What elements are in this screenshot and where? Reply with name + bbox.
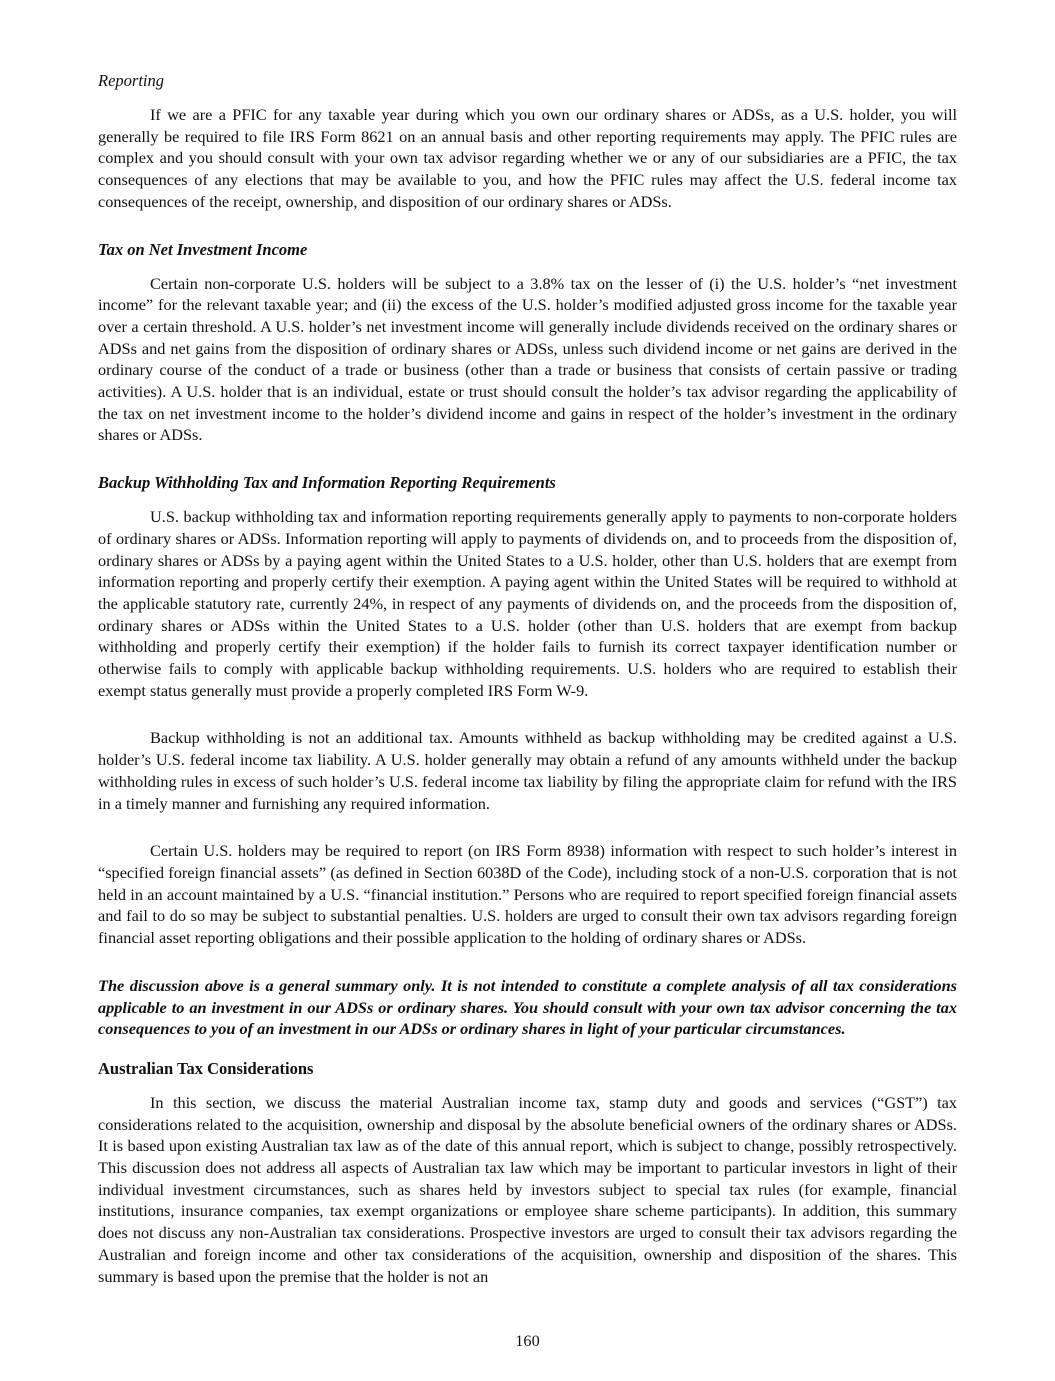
para-pfic-reporting: If we are a PFIC for any taxable year during which you own our ordinary shares or ADSs, as a U.S. holder, you will generally be required to file IRS Form 8621 on an annual basis and other reporting requirements may apply. The PFIC rules are complex and you should consult with your own tax advisor regarding whether we or any of our subsidiaries are a PFIC, the tax consequences of any elections that may be available to you, and how the PFIC rules may affect the U.S. federal income tax consequences of the receipt, ownership, and disposition of our ordinary shares or ADSs. — [98, 105, 957, 211]
para-australian-tax: In this section, we discuss the material Australian income tax, stamp duty and goods and services (“GST”) tax considerations related to the acquisition, ownership and disposal by the absolute beneficial owners of the ordinary shares or ADSs. It is based upon existing Australian tax law as of the date of this annual report, which is subject to change, possibly retrospectively. This discussion does not address all aspects of Australian tax law which may be important to particular investors in light of their individual investment circumstances, such as shares held by investors subject to special tax rules (for example, financial institutions, insurance companies, tax exempt organizations or employee share scheme participants). In addition, this summary does not discuss any non-Australian tax considerations. Prospective investors are urged to consult their tax advisors regarding the Australian and foreign income and other tax considerations of the acquisition, ownership and disposition of the shares. This summary is based upon the premise that the holder is not an — [98, 1092, 957, 1286]
para-backup-withholding-3: Certain U.S. holders may be required to report (on IRS Form 8938) information with respect to such holder’s interest in “specified foreign financial assets” (as defined in Section 6038D of the Code), including stock of a non-U.S. corporation that is not held in an account maintained by a U.S. “financial institution.” Persons who are required to report specified foreign financial assets and fail to do so may be subject to substantial penalties. U.S. holders are urged to consult their own tax advisors regarding foreign financial asset reporting obligations and their possible application to the holding of ordinary shares or ADSs. — [98, 841, 957, 948]
para-net-investment-income: Certain non-corporate U.S. holders will be subject to a 3.8% tax on the lesser of (i) the U.S. holder’s “net investment income” for the relevant taxable year; and (ii) the excess of the U.S. holder’s modified adjusted gross income for the taxable year over a certain threshold. A U.S. holder’s net investment income will generally include dividends received on the ordinary shares or ADSs and net gains from the disposition of ordinary shares or ADSs, unless such dividend income or net gains are derived in the ordinary course of the conduct of a trade or business (other than a trade or business that consists of certain passive or trading activities). A U.S. holder that is an individual, estate or trust should consult the holder’s tax advisor regarding the applicability of the tax on net investment income to the holder’s dividend income and gains in respect of the holder’s investment in the ordinary shares or ADSs. — [98, 273, 957, 445]
section-australian-tax — [98, 1058, 957, 1313]
para-tax-summary-disclaimer: The discussion above is a general summary only. It is not intended to constitute a complete analysis of all tax considerations applicable to an investment in our ADSs or ordinary shares. You should consult with your own tax advisor concerning the tax consequences to you of an investment in our ADSs or ordinary shares in light of your particular circumstances. — [98, 975, 957, 1039]
section-disclaimer — [98, 975, 957, 1058]
section-net-investment-income — [98, 239, 957, 473]
section-reporting — [98, 70, 957, 239]
page-number: 160 — [515, 1331, 540, 1351]
heading-backup-withholding: Backup Withholding Tax and Information Reporting Requirements — [98, 473, 556, 493]
heading-reporting: Reporting — [98, 71, 164, 90]
para-backup-withholding-1: U.S. backup withholding tax and information reporting requirements generally apply to payments to non-corporate holders of ordinary shares or ADSs. Information reporting will apply to payments of dividends on, and to proceeds from the disposition of, ordinary shares or ADSs by a paying agent within the United States to a U.S. holder, other than U.S. holders that are exempt from information reporting and properly certify their exemption. A paying agent within the United States will be required to withhold at the applicable statutory rate, currently 24%, in respect of any payments of dividends on, and the proceeds from the disposition of, ordinary shares or ADSs within the United States to a U.S. holder (other than U.S. holders that are exempt from backup withholding and properly certify their exemption) if the holder fails to furnish its correct taxpayer identification number or otherwise fails to comply with applicable backup withholding requirements. U.S. holders who are required to establish their exempt status generally must provide a properly completed IRS Form W-9. — [98, 507, 957, 700]
heading-australian-tax: Australian Tax Considerations — [98, 1058, 314, 1078]
para-backup-withholding-2: Backup withholding is not an additional tax. Amounts withheld as backup withholding may be credited against a U.S. holder’s U.S. federal income tax liability. A U.S. holder generally may obtain a refund of any amounts withheld under the backup withholding rules in excess of such holder’s U.S. federal income tax liability by filing the appropriate claim for refund with the IRS in a timely manner and furnishing any required information. — [98, 728, 957, 813]
heading-net-investment-income: Tax on Net Investment Income — [98, 239, 308, 259]
section-backup-withholding — [98, 472, 957, 975]
